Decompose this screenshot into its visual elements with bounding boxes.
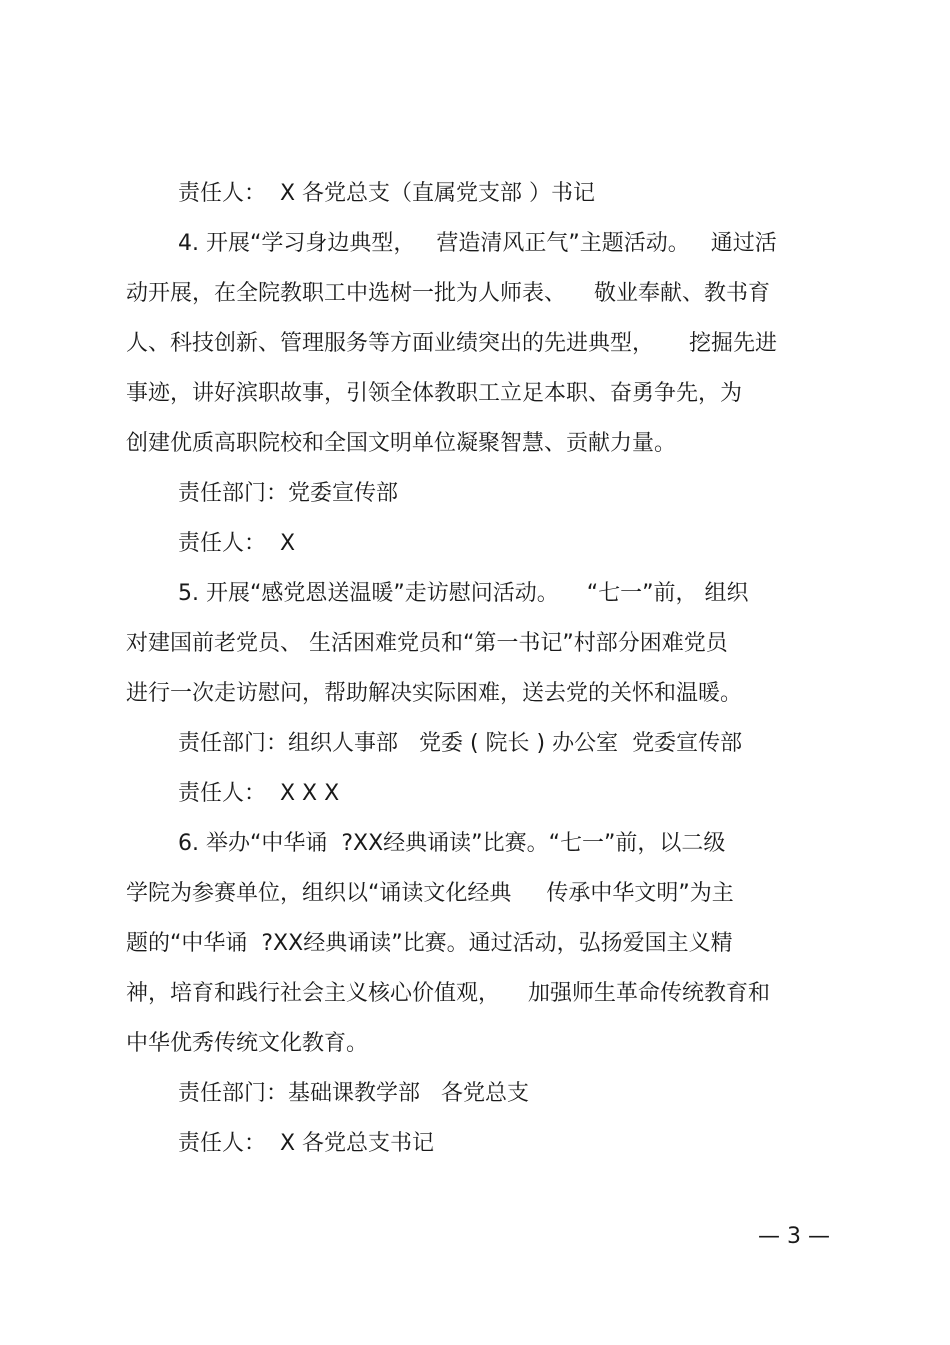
- paragraph-line: 动开展，在全院教职工中选树一批为人师表、 敬业奉献、教书育: [126, 281, 770, 306]
- paragraph-line: 进行一次走访慰问，帮助解决实际困难，送去党的关怀和温暖。: [126, 681, 743, 706]
- paragraph-line: 4. 开展“学习身边典型， 营造清风正气”主题活动。 通过活: [178, 231, 777, 256]
- paragraph-line: 6. 举办“中华诵 ?XX经典诵读”比赛。“七一”前，以二级: [178, 831, 726, 856]
- responsible-person-line: 责任人： X: [178, 531, 296, 556]
- paragraph-line: 神，培育和践行社会主义核心价值观， 加强师生革命传统教育和: [126, 981, 770, 1006]
- responsible-person-line: 责任人： X 各党总支（直属党支部 ）书记: [178, 181, 596, 206]
- paragraph-line: 题的“中华诵 ?XX经典诵读”比赛。通过活动，弘扬爱国主义精: [126, 931, 733, 956]
- responsible-department-line: 责任部门：组织人事部 党委 ( 院长 ) 办公室 党委宣传部: [178, 731, 743, 756]
- paragraph-line: 人、科技创新、管理服务等方面业绩突出的先进典型， 挖掘先进: [126, 331, 777, 356]
- paragraph-line: 5. 开展“感党恩送温暖”走访慰问活动。 “七一”前， 组织: [178, 581, 749, 606]
- paragraph-line: 学院为参赛单位，组织以“诵读文化经典 传承中华文明”为主: [126, 881, 734, 906]
- paragraph-line: 中华优秀传统文化教育。: [126, 1031, 369, 1056]
- responsible-person-line: 责任人： X X X: [178, 781, 340, 806]
- responsible-department-line: 责任部门：党委宣传部: [178, 481, 399, 506]
- responsible-person-line: 责任人： X 各党总支书记: [178, 1131, 435, 1156]
- responsible-department-line: 责任部门：基础课教学部 各党总支: [178, 1081, 529, 1106]
- paragraph-line: 创建优质高职院校和全国文明单位凝聚智慧、贡献力量。: [126, 431, 677, 456]
- paragraph-line: 事迹，讲好滨职故事，引领全体教职工立足本职、奋勇争先，为: [126, 381, 743, 406]
- page-number: — 3 —: [758, 1224, 830, 1249]
- paragraph-line: 对建国前老党员、 生活困难党员和“第一书记”村部分困难党员: [126, 631, 728, 656]
